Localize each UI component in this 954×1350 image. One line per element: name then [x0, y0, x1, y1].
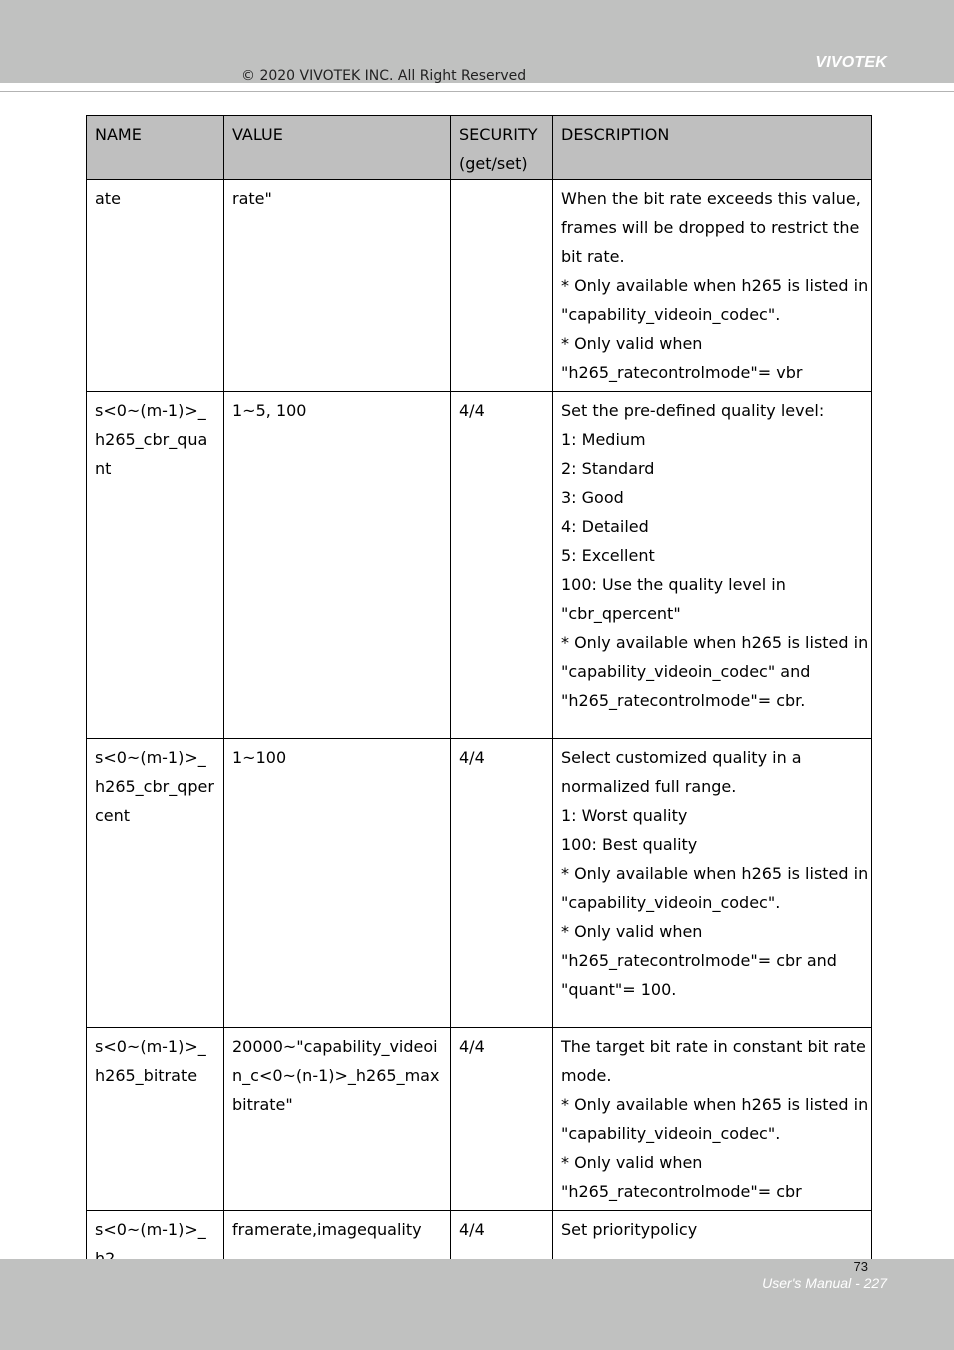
description-line: normalized full range.	[561, 777, 737, 796]
cell-security	[451, 180, 553, 392]
brand-logo: VIVOTEK	[815, 54, 887, 71]
description-line: mode.	[561, 1066, 612, 1085]
copyright-notice: © 2020 VIVOTEK INC. All Right Reserved	[241, 68, 527, 84]
description-line: frames will be dropped to restrict the	[561, 218, 860, 237]
cell-security: 4/4	[451, 392, 553, 739]
description-line: 5: Excellent	[561, 546, 655, 565]
table-row	[87, 1028, 872, 1211]
description-line: * Only available when h265 is listed in	[561, 276, 869, 295]
description-line: "h265_ratecontrolmode"= cbr and	[561, 951, 837, 970]
cell-description	[553, 1028, 872, 1211]
cell-description	[553, 739, 872, 1028]
cell-value: 1~5, 100	[224, 392, 451, 739]
table-row	[87, 739, 872, 1028]
column-header-security: SECURITY(get/set)	[451, 116, 553, 180]
cell-name: s<0~(m-1)>_	[87, 1211, 224, 1278]
cell-description	[553, 392, 872, 739]
description-line: * Only valid when	[561, 334, 703, 353]
table-row	[87, 392, 872, 739]
description-line: "capability_videoin_codec".	[561, 1124, 781, 1143]
description-line: "h265_ratecontrolmode"= cbr	[561, 1182, 802, 1201]
cell-value: rate"	[224, 180, 451, 392]
cell-value: framerate,imagequality	[224, 1211, 451, 1278]
description-line: Set prioritypolicy	[561, 1220, 698, 1239]
cell-name: s<0~(m-1)>_h265_cbr_quant	[87, 392, 224, 739]
cell-description	[553, 180, 872, 392]
description-line: 4: Detailed	[561, 517, 649, 536]
description-line: * Only valid when	[561, 922, 703, 941]
description-line: Set the pre-defined quality level:	[561, 401, 825, 420]
cell-security: 4/4	[451, 739, 553, 1028]
description-line: 100: Use the quality level in	[561, 575, 786, 594]
description-line: "h265_ratecontrolmode"= cbr.	[561, 691, 806, 710]
column-header-description: DESCRIPTION	[553, 116, 872, 180]
description-line: "quant"= 100.	[561, 980, 677, 999]
manual-page-label: User's Manual - 227	[762, 1275, 887, 1291]
table-row	[87, 180, 872, 392]
description-line: The target bit rate in constant bit rate	[561, 1037, 866, 1056]
cell-name: ate	[87, 180, 224, 392]
table-header-row	[87, 116, 872, 180]
description-line: 3: Good	[561, 488, 624, 507]
cell-name: s<0~(m-1)>_h265_bitrate	[87, 1028, 224, 1211]
description-line: "capability_videoin_codec" and	[561, 662, 811, 681]
description-line: "h265_ratecontrolmode"= vbr	[561, 363, 803, 382]
parameter-table	[86, 115, 872, 1278]
cell-security: 4/4	[451, 1211, 553, 1278]
description-line: 2: Standard	[561, 459, 655, 478]
description-line: * Only available when h265 is listed in	[561, 864, 869, 883]
description-line: bit rate.	[561, 247, 625, 266]
cell-value: 1~100	[224, 739, 451, 1028]
footer-band	[0, 1259, 954, 1350]
column-header-value: VALUE	[224, 116, 451, 180]
description-line: * Only available when h265 is listed in	[561, 633, 869, 652]
description-line: When the bit rate exceeds this value,	[561, 189, 861, 208]
cell-value: 20000~"capability_videoin_c<0~(n-1)>_h265_maxbitrate"	[224, 1028, 451, 1211]
description-line: Select customized quality in a	[561, 748, 802, 767]
cell-name: s<0~(m-1)>_h265_cbr_qpercent	[87, 739, 224, 1028]
description-line: 1: Medium	[561, 430, 646, 449]
column-header-name: NAME	[87, 116, 224, 180]
description-line: * Only valid when	[561, 1153, 703, 1172]
description-line: * Only available when h265 is listed in	[561, 1095, 869, 1114]
page-number: 73	[853, 1259, 868, 1274]
description-line: 100: Best quality	[561, 835, 698, 854]
header-divider	[0, 91, 954, 92]
description-line: "capability_videoin_codec".	[561, 305, 781, 324]
description-line: "cbr_qpercent"	[561, 604, 681, 623]
description-line: "capability_videoin_codec".	[561, 893, 781, 912]
cell-security: 4/4	[451, 1028, 553, 1211]
table-body	[87, 180, 872, 1278]
description-line: 1: Worst quality	[561, 806, 688, 825]
